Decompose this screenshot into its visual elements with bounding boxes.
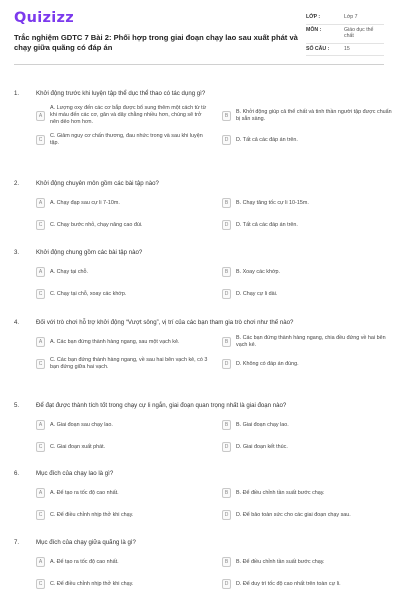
- answer-option-c[interactable]: [36, 507, 208, 523]
- option-text: A. Để tạo ra tốc độ cao nhất.: [50, 489, 119, 496]
- option-text: A. Để tạo ra tốc độ cao nhất.: [50, 558, 119, 565]
- option-text: A. Chạy tại chỗ.: [50, 268, 89, 275]
- answer-option-a[interactable]: [36, 105, 208, 126]
- option-letter-box: A: [36, 420, 45, 430]
- worksheet-header: [14, 8, 384, 65]
- meta-value: Lớp 7: [344, 14, 358, 20]
- header-left: [14, 8, 304, 56]
- answer-option-b[interactable]: [222, 195, 394, 211]
- answer-option-a[interactable]: [36, 195, 208, 211]
- meta-value: Giáo dục thể chất: [344, 26, 374, 40]
- answer-option-d[interactable]: [222, 286, 394, 302]
- answer-option-c[interactable]: [36, 439, 208, 455]
- question-5: [14, 402, 386, 455]
- option-text: D. Tất cả các đáp án trên.: [236, 221, 298, 228]
- option-text: C. Chạy bước nhỏ, chạy nâng cao đùi.: [50, 221, 143, 228]
- question-text: Khởi động trước khi luyện tập thể dục thể thao có tác dụng gì?: [36, 90, 206, 97]
- option-text: C. Chạy tại chỗ, xoay các khớp.: [50, 290, 127, 297]
- answer-options: [14, 334, 386, 372]
- quizizz-logo: Quizizz: [14, 10, 75, 26]
- question-number: 6.: [14, 470, 20, 477]
- answer-option-a[interactable]: [36, 264, 208, 280]
- option-letter-box: D: [222, 442, 231, 452]
- question-number: 4.: [14, 319, 20, 326]
- option-text: C. Để điều chỉnh nhịp thở khi chạy.: [50, 511, 134, 518]
- meta-row-subject: [306, 25, 384, 44]
- answer-option-b[interactable]: [222, 485, 394, 501]
- option-text: C. Các bạn đứng thành hàng ngang, về sau hai bên vạch kẻ, có 3 bạn đứng giữa hai vạch.: [50, 357, 208, 370]
- answer-option-c[interactable]: [36, 217, 208, 233]
- answer-option-d[interactable]: [222, 439, 394, 455]
- option-letter-box: D: [222, 220, 231, 230]
- meta-row-class: [306, 12, 384, 25]
- question-number: 3.: [14, 249, 20, 256]
- option-text: D. Để duy trì tốc độ cao nhất trên toàn cự li.: [236, 580, 341, 587]
- meta-row-count: [306, 44, 384, 57]
- option-letter-box: B: [222, 267, 231, 277]
- answer-option-a[interactable]: [36, 554, 208, 570]
- option-text: B. Để điều chỉnh tần suất bước chạy.: [236, 489, 325, 496]
- meta-label: SỐ CÂU :: [306, 45, 330, 52]
- question-3: [14, 249, 386, 302]
- question-text: Khởi động chuyên môn gồm các bài tập nào?: [36, 180, 159, 187]
- option-letter-box: D: [222, 579, 231, 589]
- option-text: B. Để điều chỉnh tần suất bước chạy.: [236, 558, 325, 565]
- option-letter-box: C: [36, 442, 45, 452]
- option-text: B. Xoay các khớp.: [236, 268, 280, 275]
- answer-option-d[interactable]: [222, 217, 394, 233]
- question-header: [14, 470, 386, 478]
- option-text: C. Để điều chỉnh nhịp thở khi chạy.: [50, 580, 134, 587]
- option-text: A. Chạy đạp sau cự li 7-10m.: [50, 199, 120, 206]
- answer-options: [14, 105, 392, 148]
- option-letter-box: C: [36, 135, 45, 145]
- option-letter-box: A: [36, 267, 45, 277]
- question-text: Để đạt được thành tích tốt trong chạy cự li ngắn, giai đoạn quan trọng nhất là giai đoạn nào?: [36, 402, 287, 409]
- question-number: 7.: [14, 539, 20, 546]
- option-text: A. Lượng oxy đến các cơ bắp được bổ sung thêm một cách từ từ khi máu đến các cơ, gân và dây chằng nhiều hơn, chúng sẽ trở nên dẻo hơn hơn.: [50, 105, 207, 125]
- question-text: Khởi động chung gồm các bài tập nào?: [36, 249, 143, 256]
- option-letter-box: B: [222, 198, 231, 208]
- question-1: [14, 90, 392, 148]
- option-text: B. Giai đoạn chạy lao.: [236, 421, 289, 428]
- option-text: D. Chạy cự li dài.: [236, 290, 278, 297]
- answer-option-b[interactable]: [222, 554, 394, 570]
- answer-option-c[interactable]: [36, 356, 208, 372]
- option-letter-box: B: [222, 488, 231, 498]
- option-text: D. Không có đáp án đúng.: [236, 360, 299, 367]
- answer-options: [14, 195, 386, 233]
- option-text: D. Giai đoạn kết thúc.: [236, 443, 288, 450]
- question-header: [14, 319, 386, 327]
- question-header: [14, 180, 386, 188]
- question-4: [14, 319, 386, 372]
- answer-option-b[interactable]: [222, 334, 394, 350]
- option-letter-box: C: [36, 289, 45, 299]
- meta-label: MÔN :: [306, 26, 322, 33]
- answer-option-c[interactable]: [36, 576, 208, 592]
- option-text: D. Để bảo toàn sức cho các giai đoạn chạy sau.: [236, 511, 351, 518]
- option-text: D. Tất cả các đáp án trên.: [236, 136, 298, 143]
- worksheet-meta: [306, 12, 384, 56]
- answer-option-c[interactable]: [36, 286, 208, 302]
- question-header: [14, 402, 386, 410]
- option-text: C. Giảm nguy cơ chấn thương, đau nhức trong và sau khi luyện tập.: [50, 133, 203, 146]
- option-letter-box: A: [36, 557, 45, 567]
- option-letter-box: B: [222, 337, 231, 347]
- answer-options: [14, 485, 386, 523]
- answer-options: [14, 554, 386, 592]
- question-number: 2.: [14, 180, 20, 187]
- option-text: C. Giai đoạn xuất phát.: [50, 443, 106, 450]
- answer-option-d[interactable]: [222, 132, 394, 148]
- meta-value: 15: [344, 45, 350, 52]
- option-letter-box: C: [36, 579, 45, 589]
- option-letter-box: B: [222, 420, 231, 430]
- question-text: Mục đích của chạy lao là gì?: [36, 470, 114, 477]
- option-letter-box: C: [36, 510, 45, 520]
- option-text: B. Khởi động giúp cả thể chất và tinh thần người tập được chuẩn bị sẵn sàng.: [236, 108, 392, 122]
- option-letter-box: B: [222, 111, 231, 121]
- answer-option-b[interactable]: [222, 105, 394, 126]
- answer-option-a[interactable]: [36, 417, 208, 433]
- question-header: [14, 539, 386, 547]
- question-text: Đối với trò chơi hỗ trợ khởi động “Vượt sông”, vị trí của các bạn tham gia trò chơi như thế nào?: [36, 319, 294, 326]
- question-header: [14, 90, 386, 98]
- option-letter-box: A: [36, 198, 45, 208]
- answer-option-a[interactable]: [36, 334, 208, 350]
- answer-option-d[interactable]: [222, 576, 394, 592]
- question-2: [14, 180, 386, 233]
- question-6: [14, 470, 386, 523]
- answer-option-a[interactable]: [36, 485, 208, 501]
- question-text: Mục đích của chạy giữa quãng là gì?: [36, 539, 136, 546]
- option-letter-box: D: [222, 289, 231, 299]
- meta-label: LỚP :: [306, 14, 321, 20]
- question-7: [14, 539, 386, 592]
- question-number: 5.: [14, 402, 20, 409]
- question-header: [14, 249, 386, 257]
- option-letter-box: B: [222, 557, 231, 567]
- worksheet-title: Trắc nghiệm GDTC 7 Bài 2: Phối hợp trong giai đoạn chạy lao sau xuất phát và chạy giữa quãng có đáp án: [14, 33, 298, 52]
- answer-option-b[interactable]: [222, 264, 394, 280]
- answer-options: [14, 264, 386, 302]
- option-letter-box: A: [36, 488, 45, 498]
- option-letter-box: D: [222, 359, 231, 369]
- option-text: A. Các bạn đứng thành hàng ngang, sau một vạch kẻ.: [50, 338, 180, 345]
- option-letter-box: D: [222, 135, 231, 145]
- answer-options: [14, 417, 386, 455]
- option-text: A. Giai đoạn sau chạy lao.: [50, 421, 113, 428]
- answer-option-d[interactable]: [222, 507, 394, 523]
- option-text: B. Chạy tăng tốc cự li 10-15m.: [236, 199, 309, 206]
- answer-option-c[interactable]: [36, 132, 208, 148]
- option-letter-box: A: [36, 337, 45, 347]
- answer-option-d[interactable]: [222, 356, 394, 372]
- answer-option-b[interactable]: [222, 417, 394, 433]
- option-letter-box: C: [36, 220, 45, 230]
- option-text: B. Các bạn đứng thành hàng ngang, chia đều đứng về hai bên vạch kẻ.: [236, 335, 386, 348]
- option-letter-box: A: [36, 111, 45, 121]
- question-number: 1.: [14, 90, 20, 97]
- option-letter-box: C: [36, 359, 45, 369]
- option-letter-box: D: [222, 510, 231, 520]
